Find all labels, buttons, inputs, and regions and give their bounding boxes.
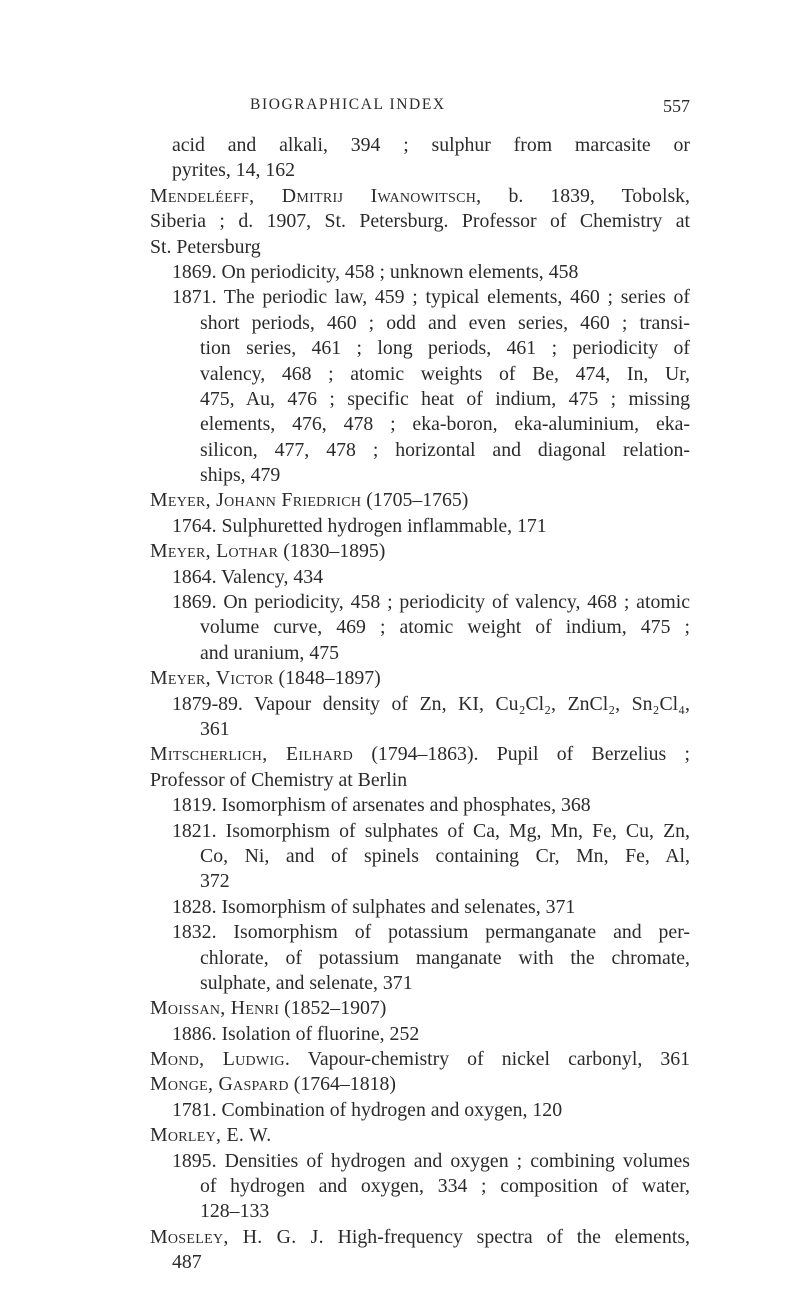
person-name: Moseley, H. G. J.	[150, 1225, 324, 1248]
entry-text: 1895. Densities of hydrogen and oxygen ; combining volumes	[172, 1149, 690, 1172]
index-line	[150, 641, 690, 666]
index-line	[150, 692, 690, 717]
entry-text: (1830–1895)	[278, 540, 386, 563]
entry-text: tion series, 461 ; long periods, 461 ; periodicity of	[200, 337, 690, 360]
index-line	[150, 895, 690, 920]
index-line	[150, 1098, 690, 1123]
entry-text: 128–133	[200, 1200, 270, 1223]
entry-text: 1869. On periodicity, 458 ; unknown elements, 458	[172, 260, 579, 283]
person-name: Mond, Ludwig.	[150, 1048, 291, 1071]
index-line	[150, 819, 690, 844]
entry-text: 372	[200, 870, 230, 893]
index-entry-heading	[150, 742, 690, 767]
index-line	[150, 362, 690, 387]
index-text	[150, 133, 690, 1276]
entry-text: (1764–1818)	[288, 1073, 396, 1096]
index-line	[150, 869, 690, 894]
index-line	[150, 311, 690, 336]
index-line	[150, 920, 690, 945]
entry-text: (1705–1765)	[361, 489, 469, 512]
index-line	[150, 412, 690, 437]
index-line	[150, 235, 690, 260]
person-name: Meyer, Lothar	[150, 540, 279, 563]
index-line	[150, 1250, 690, 1275]
entry-text: 1819. Isomorphism of arsenates and phosphates, 368	[172, 794, 591, 817]
index-line	[150, 514, 690, 539]
entry-text: 1864. Valency, 434	[172, 565, 324, 588]
entry-text: valency, 468 ; atomic weights of Be, 474, In, Ur,	[200, 362, 690, 385]
index-line	[150, 717, 690, 742]
entry-text: (1848–1897)	[273, 667, 381, 690]
entry-text: sulphate, and selenate, 371	[200, 971, 413, 994]
index-line	[150, 1199, 690, 1224]
entry-text: 1781. Combination of hydrogen and oxygen, 120	[172, 1098, 563, 1121]
entry-text: 1871. The periodic law, 459 ; typical elements, 460 ; series of	[172, 286, 690, 309]
person-name: Meyer, Johann Friedrich	[150, 489, 362, 512]
entry-text: High-frequency spectra of the elements,	[323, 1225, 690, 1248]
entry-text: (1794–1863). Pupil of Berzelius ;	[353, 743, 691, 766]
entry-text: 1869. On periodicity, 458 ; periodicity of valency, 468 ; atomic	[172, 591, 690, 614]
entry-text: 1821. Isomorphism of sulphates of Ca, Mg, Mn, Fe, Cu, Zn,	[172, 819, 690, 842]
entry-text: acid and alkali, 394 ; sulphur from marcasite or	[172, 134, 690, 156]
index-entry-heading	[150, 1072, 690, 1097]
entry-text: 1879-89. Vapour density of Zn, KI, Cu₂Cl₂, ZnCl₂, Sn₂Cl₄,	[172, 692, 690, 715]
entry-text: Vapour-chemistry of nickel carbonyl, 361	[290, 1048, 690, 1071]
person-name: Mitscherlich, Eilhard	[150, 743, 354, 766]
index-entry-heading	[150, 1225, 690, 1250]
entry-text: chlorate, of potassium manganate with the chromate,	[200, 946, 690, 969]
index-line	[150, 260, 690, 285]
index-line	[150, 463, 690, 488]
index-line	[150, 209, 690, 234]
entry-text: (1852–1907)	[279, 997, 387, 1020]
index-line	[150, 615, 690, 640]
entry-text: 1764. Sulphuretted hydrogen inflammable, 171	[172, 514, 547, 537]
index-line	[150, 590, 690, 615]
index-line	[150, 438, 690, 463]
index-line	[150, 1022, 690, 1047]
page-number: 557	[663, 96, 690, 116]
entry-text: short periods, 460 ; odd and even series, 460 ; transi-	[200, 311, 690, 334]
entry-text: Siberia ; d. 1907, St. Petersburg. Professor of Chemistry at	[150, 210, 690, 233]
index-entry-heading	[150, 184, 690, 209]
index-line	[150, 768, 690, 793]
person-name: Mendeléeff, Dmitrij Iwanowitsch,	[150, 184, 482, 207]
person-name: Moissan, Henri	[150, 997, 280, 1020]
entry-text: b. 1839, Tobolsk,	[481, 184, 690, 207]
index-line	[150, 1149, 690, 1174]
entry-text: of hydrogen and oxygen, 334 ; composition of water,	[200, 1175, 690, 1198]
person-name: Monge, Gaspard	[150, 1073, 289, 1096]
index-line	[150, 133, 690, 158]
index-line	[150, 285, 690, 310]
index-entry-heading	[150, 488, 690, 513]
entry-text: 1832. Isomorphism of potassium permanganate and per-	[172, 921, 690, 944]
index-line	[150, 946, 690, 971]
page-header	[150, 96, 690, 118]
index-line	[150, 793, 690, 818]
entry-text: pyrites, 14, 162	[172, 159, 296, 182]
entry-text: 1886. Isolation of fluorine, 252	[172, 1022, 420, 1045]
entry-text: 487	[172, 1251, 202, 1274]
person-name: Meyer, Victor	[150, 667, 274, 690]
person-name: Morley, E. W.	[150, 1124, 272, 1147]
entry-text: and uranium, 475	[200, 641, 339, 664]
entry-text: 361	[200, 717, 230, 740]
entry-text: Co, Ni, and of spinels containing Cr, Mn, Fe, Al,	[200, 844, 690, 867]
index-line	[150, 844, 690, 869]
entry-text: silicon, 477, 478 ; horizontal and diagonal relation-	[200, 438, 690, 461]
index-line	[150, 336, 690, 361]
entry-text: 475, Au, 476 ; specific heat of indium, 475 ; missing	[200, 387, 690, 410]
index-line	[150, 565, 690, 590]
entry-text: St. Petersburg	[150, 235, 261, 258]
index-entry-heading	[150, 539, 690, 564]
entry-text: volume curve, 469 ; atomic weight of indium, 475 ;	[200, 616, 690, 639]
index-line	[150, 158, 690, 183]
entry-text: elements, 476, 478 ; eka-boron, eka-aluminium, eka-	[200, 413, 690, 436]
index-line	[150, 971, 690, 996]
entry-text: ships, 479	[200, 464, 281, 487]
index-entry-heading	[150, 1123, 690, 1148]
index-line	[150, 387, 690, 412]
index-entry-heading	[150, 996, 690, 1021]
running-title: BIOGRAPHICAL INDEX	[250, 96, 446, 113]
entry-text: Professor of Chemistry at Berlin	[150, 768, 408, 791]
entry-text: 1828. Isomorphism of sulphates and selenates, 371	[172, 895, 576, 918]
index-entry-heading	[150, 1047, 690, 1072]
index-entry-heading	[150, 666, 690, 691]
index-line	[150, 1174, 690, 1199]
